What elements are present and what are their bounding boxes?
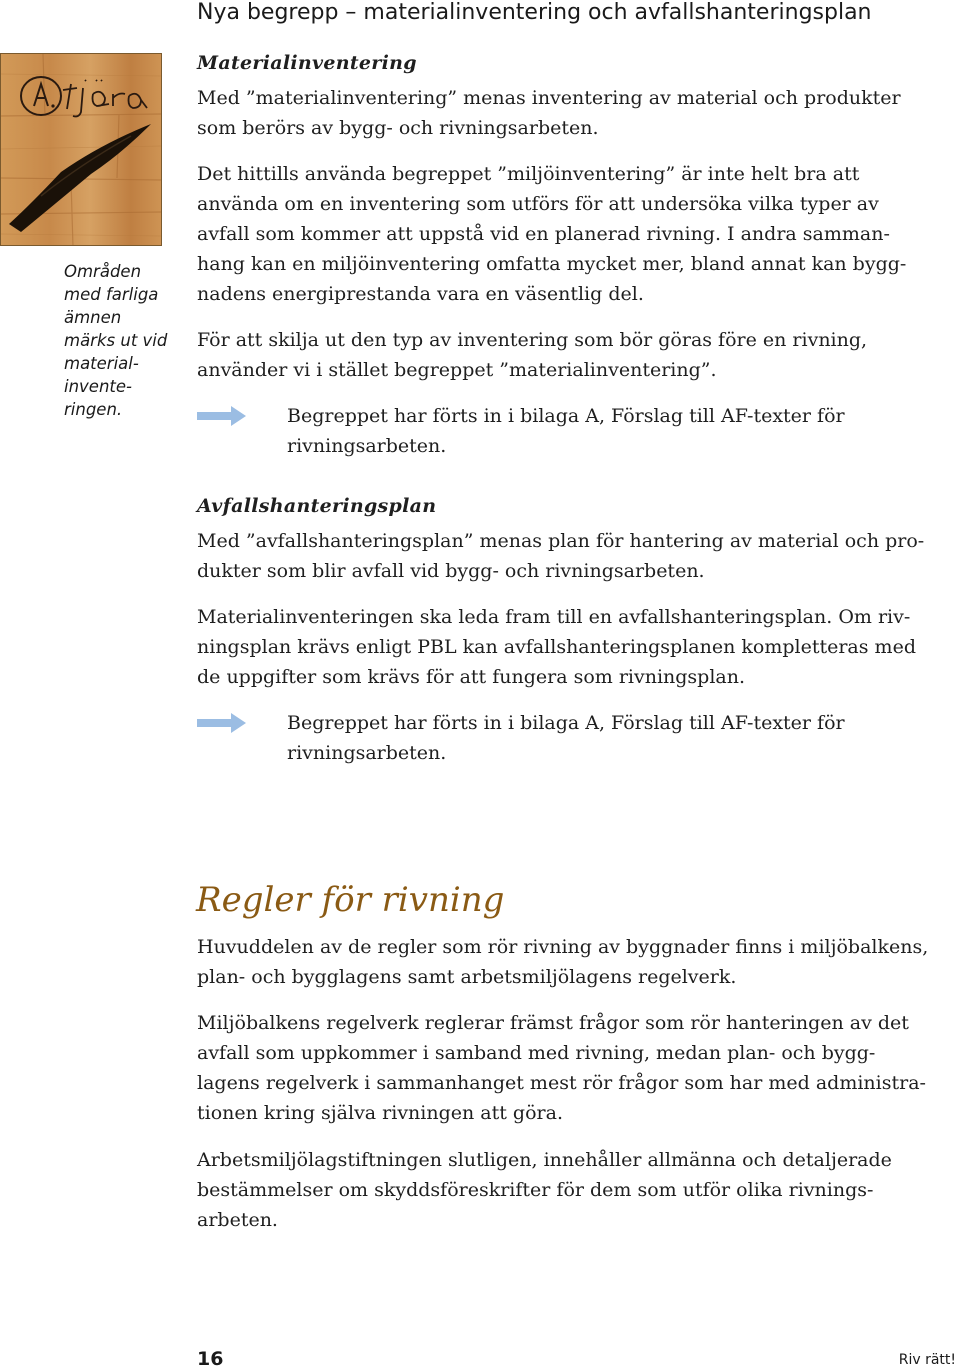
text-line: som berörs av bygg- och rivningsarbeten.: [197, 117, 599, 139]
text-line: Materialinventeringen ska leda fram till en avfallshanteringsplan. Om riv-: [197, 606, 911, 628]
text-line: plan- och bygglagens samt arbetsmiljölagens regelverk.: [197, 966, 737, 988]
text-line: dukter som blir avfall vid bygg- och rivningsarbeten.: [197, 560, 705, 582]
text-line: arbeten.: [197, 1209, 278, 1231]
text-line: bestämmelser om skyddsföreskrifter för dem som utför olika rivnings-: [197, 1179, 874, 1201]
text-line: avfall som uppkommer i samband med rivning, medan plan- och bygg-: [197, 1042, 876, 1064]
materialinventering-paragraph-2: [197, 159, 906, 309]
text-line: använda om en inventering som utförs för att undersöka vilka typer av: [197, 193, 879, 215]
wood-tar-photo: [0, 53, 162, 246]
caption-line: invente-: [64, 377, 132, 396]
page-number: 16: [197, 1348, 224, 1370]
arrow-right-icon: [197, 712, 247, 738]
footer-brand: Riv rätt!: [898, 1352, 956, 1368]
text-line: lagens regelverk i sammanhanget mest rör frågor som har med administra-: [197, 1072, 926, 1094]
text-line: Med ”avfallshanteringsplan” menas plan för hantering av material och pro-: [197, 530, 925, 552]
page-header-title: Nya begrepp – materialinventering och avfallshanteringsplan: [197, 0, 872, 25]
regler-paragraph-2: [197, 1008, 926, 1128]
text-line: Det hittills använda begreppet ”miljöinventering” är inte helt bra att: [197, 163, 860, 185]
text-line: avfall som kommer att uppstå vid en planerad rivning. I andra samman-: [197, 223, 890, 245]
text-line: tionen kring själva rivningen att göra.: [197, 1102, 563, 1124]
caption-line: ämnen: [64, 308, 122, 327]
materialinventering-paragraph-3: [197, 325, 867, 385]
text-line: rivningsarbeten.: [287, 435, 447, 457]
materialinventering-paragraph-1: [197, 83, 901, 143]
wood-photo-image: [1, 54, 162, 246]
text-line: Huvuddelen av de regler som rör rivning av byggnader finns i miljöbalkens,: [197, 936, 929, 958]
caption-line: märks ut vid: [64, 331, 168, 350]
text-line: de uppgifter som krävs för att fungera som rivningsplan.: [197, 666, 746, 688]
arrow-right-icon: [197, 405, 247, 431]
avfallshanteringsplan-note: [287, 708, 845, 768]
avfallshanteringsplan-paragraph-1: [197, 526, 924, 586]
text-line: Begreppet har förts in i bilaga A, Förslag till AF-texter för: [287, 712, 845, 734]
text-line: använder vi i stället begreppet ”materialinventering”.: [197, 359, 717, 381]
regler-paragraph-1: [197, 932, 928, 992]
text-line: Begreppet har förts in i bilaga A, Förslag till AF-texter för: [287, 405, 845, 427]
text-line: Med ”materialinventering” menas inventering av material och produkter: [197, 87, 901, 109]
materialinventering-heading: Materialinventering: [197, 52, 417, 74]
materialinventering-note: [287, 401, 845, 461]
text-line: Miljöbalkens regelverk reglerar främst frågor som rör hanteringen av det: [197, 1012, 909, 1034]
text-line: För att skilja ut den typ av inventering som bör göras före en rivning,: [197, 329, 868, 351]
regler-heading: Regler för rivning: [196, 880, 505, 920]
text-line: ningsplan krävs enligt PBL kan avfallshanteringsplanen kompletteras med: [197, 636, 916, 658]
text-line: hang kan en miljöinventering omfatta mycket mer, bland annat kan bygg-: [197, 253, 907, 275]
text-line: rivningsarbeten.: [287, 742, 447, 764]
caption-line: ringen.: [64, 400, 123, 419]
caption-line: med farliga: [64, 285, 159, 304]
avfallshanteringsplan-paragraph-2: [197, 602, 916, 692]
text-line: Arbetsmiljölagstiftningen slutligen, innehåller allmänna och detaljerade: [197, 1149, 892, 1171]
caption-line: Områden: [64, 262, 142, 281]
sidebar-caption: [64, 260, 184, 421]
regler-paragraph-3: [197, 1145, 892, 1235]
caption-line: material-: [64, 354, 139, 373]
text-line: nadens energiprestanda vara en väsentlig del.: [197, 283, 644, 305]
avfallshanteringsplan-heading: Avfallshanteringsplan: [197, 495, 437, 517]
